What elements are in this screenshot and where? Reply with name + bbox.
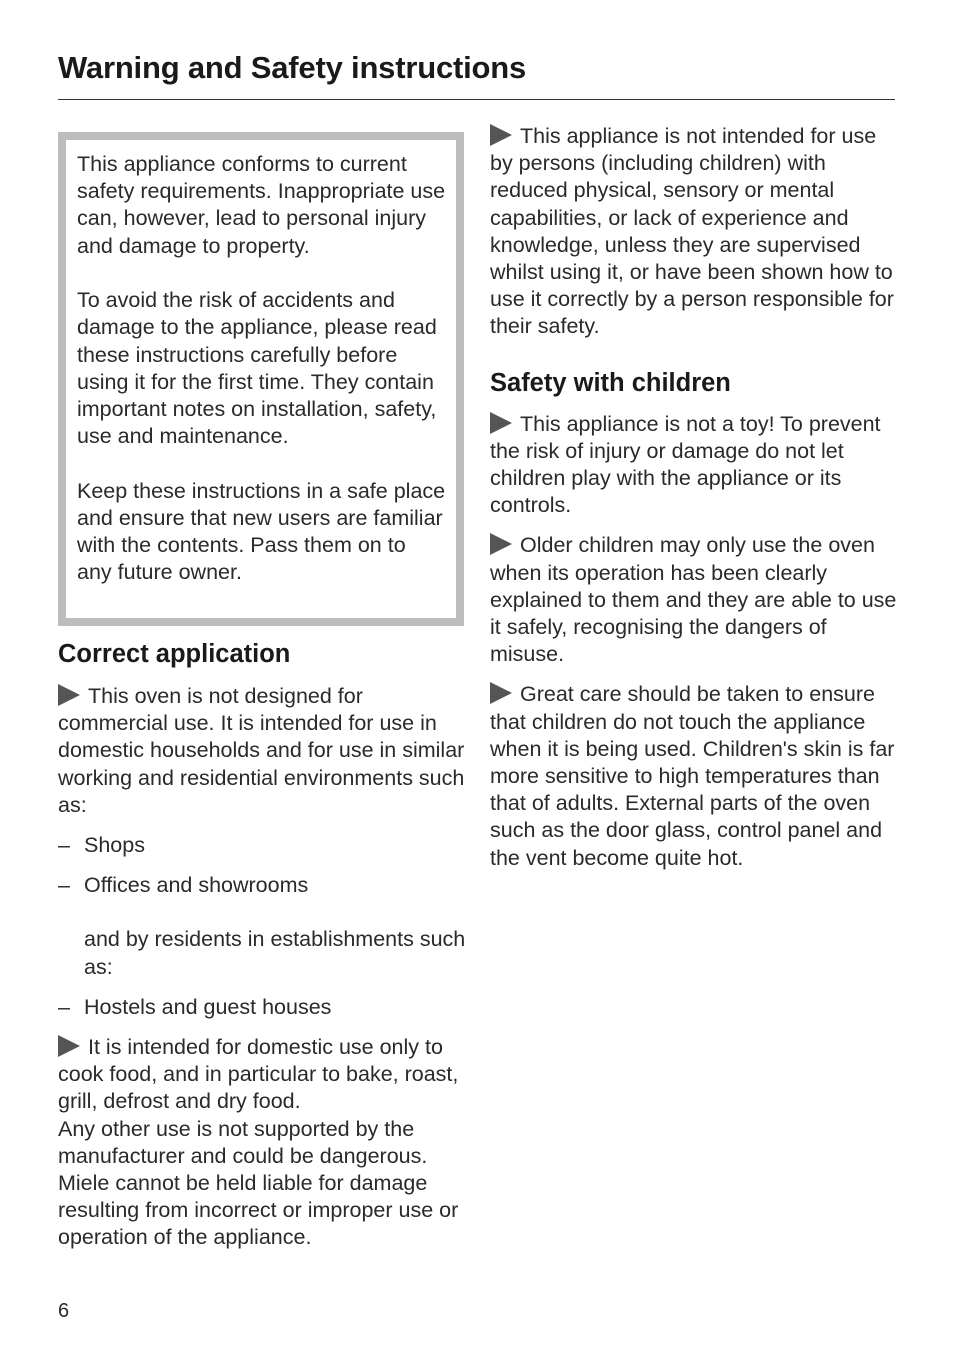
right-column [490, 123, 900, 872]
warning-item [58, 1034, 468, 1116]
liability-text: Any other use is not supported by the manufacturer and could be dangerous. Miele cannot be held liable for damage resulting from incorrect or improper use or operation of the appliance. [58, 1116, 459, 1250]
residents-text: and by residents in establishments such as: [84, 927, 466, 979]
title-divider [58, 99, 895, 100]
warning-text: This oven is not designed for commercial use. It is intended for use in domestic households and for use in similar working and residential environments such as: [58, 684, 465, 817]
warning-text: This appliance is not intended for use by persons (including children) with reduced physical, sensory or mental capabilities, or lack of experience and knowledge, unless they are supervised whilst using it, or have been shown how to use it correctly by a person responsible for their safety. [490, 124, 894, 339]
warning-item [490, 411, 900, 520]
notice-paragraph: Keep these instructions in a safe place and ensure that new users are familiar with the contents. Pass them on to any future owner. [77, 478, 446, 585]
arrow-bullet-icon [58, 684, 80, 706]
list-item [58, 994, 468, 1021]
dash-bullet: – [58, 833, 70, 858]
warning-item [490, 532, 900, 668]
warning-item [490, 123, 900, 341]
warning-item [490, 681, 900, 871]
list-item [58, 832, 468, 859]
warning-text: This appliance is not a toy! To prevent the risk of injury or damage do not let children play with the appliance or its controls. [490, 411, 881, 518]
dash-bullet: – [58, 994, 70, 1019]
arrow-bullet-icon [490, 412, 512, 434]
list-item-text: Offices and showrooms [84, 873, 309, 898]
list-item-text: Hostels and guest houses [84, 994, 332, 1019]
page-title: Warning and Safety instructions [58, 50, 527, 85]
warning-item [58, 683, 468, 819]
dash-bullet: – [58, 873, 70, 898]
section-heading: Safety with children [490, 368, 731, 397]
list-item [58, 872, 468, 899]
warning-text: Great care should be taken to ensure that children do not touch the appliance when it is being used. Children's skin is far more sensitive to high temperatures than that of adults. External parts of the oven such as the door glass, control panel and the vent become quite hot. [490, 682, 895, 870]
notice-paragraph: To avoid the risk of accidents and damage to the appliance, please read these instructions carefully before using it for the first time. They contain important notes on installation, safety, use and maintenance. [77, 288, 437, 449]
warning-text: It is intended for domestic use only to cook food, and in particular to bake, roast, grill, defrost and dry food. [58, 1035, 459, 1114]
warning-text: Older children may only use the oven when its operation has been clearly explained to them and they are able to use it safely, recognising the dangers of misuse. [490, 533, 897, 667]
page-number: 6 [58, 1300, 70, 1322]
safety-notice-box [58, 132, 464, 626]
arrow-bullet-icon [58, 1035, 80, 1057]
arrow-bullet-icon [490, 124, 512, 146]
arrow-bullet-icon [490, 533, 512, 555]
correct-application-section [58, 638, 468, 1252]
list-item-text: Shops [84, 833, 145, 858]
arrow-bullet-icon [490, 682, 512, 704]
notice-paragraph: This appliance conforms to current safety requirements. Inappropriate use can, however, lead to personal injury and damage to property. [77, 152, 446, 258]
section-heading: Correct application [58, 640, 291, 668]
